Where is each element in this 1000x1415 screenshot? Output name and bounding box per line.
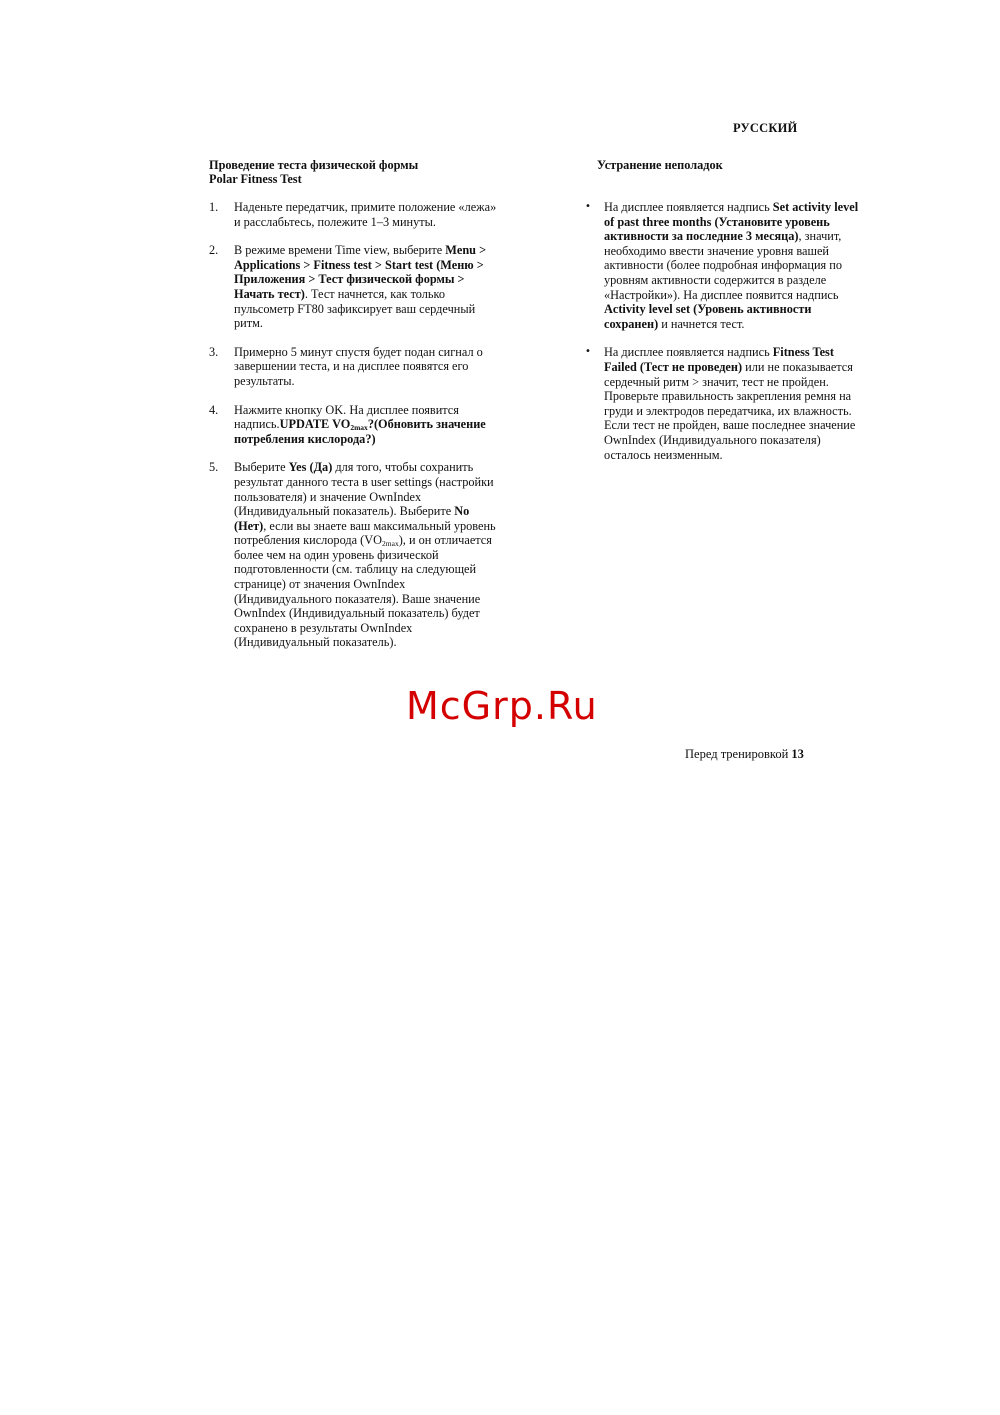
display-message: Activity level set (Уровень активности сохранен) (604, 302, 812, 331)
page-footer (685, 747, 804, 762)
step-text (234, 345, 499, 389)
step-item (209, 403, 499, 447)
step-text-part: Наденьте передатчик, примите положение «лежа» и расслабьтесь, полежите 1–3 минуты. (234, 200, 497, 229)
bullet-text-part: , значит, необходимо ввести значение уровня вашей активности (более подробная информация по уровням активности содержится в разделе «Настройки»). На дисплее появится надпись (604, 229, 842, 302)
section-title-troubleshooting: Устранение неполадок (597, 158, 723, 172)
bullet-text (604, 345, 860, 462)
bullet-icon: • (585, 201, 591, 212)
step-item (209, 460, 499, 650)
option-yes: Yes (Да) (288, 460, 333, 475)
step-text (234, 200, 499, 229)
step-item (209, 200, 499, 229)
bullet-text-part: и начнется тест. (658, 316, 745, 331)
step-text (234, 460, 499, 650)
display-message-part: UPDATE VO (279, 417, 351, 432)
watermark: McGrp.Ru (406, 684, 598, 728)
bullet-text-part: На дисплее появляется надпись (604, 200, 773, 214)
bullet-text-part: или не показывается сердечный ритм > значит, тест не пройден. Проверьте правильность закрепления ремня на груди и электродов передатчика, их влажность. Если тест не пройден, ваше последнее значение OwnIndex (Индивидуального показателя) осталось неизменным. (604, 359, 856, 462)
step-text-part: Нажмите кнопку OK. На дисплее появится надпись. (234, 402, 459, 432)
list-item (585, 200, 860, 331)
step-text-part: , если вы знаете ваш максимальный уровень потребления кислорода (VO (234, 518, 496, 548)
step-text-part: . Тест начнется, как только пульсометр FT80 зафиксирует ваш сердечный ритм. (234, 286, 476, 331)
step-number: 1. (209, 200, 219, 214)
vo2max-subscript: 2max (350, 423, 368, 433)
bullet-text (604, 200, 860, 331)
step-text-part: ), и он отличается более чем на один уровень физической подготовленности (см. таблицу на следующей странице) от значения OwnIndex (Индивидуального показателя). Ваше значение OwnIndex (Индивидуальный показатель) будет сохранено в результаты OwnIndex (Индивидуальный показатель). (234, 533, 492, 650)
title-line-2: Polar Fitness Test (209, 172, 302, 186)
troubleshooting-list (585, 200, 860, 462)
title-line-1: Проведение теста физической формы (209, 158, 419, 172)
step-item (209, 345, 499, 389)
step-number: 3. (209, 344, 219, 359)
left-column (209, 158, 499, 664)
step-number: 2. (209, 243, 219, 258)
vo2max-subscript: 2max (382, 539, 399, 549)
step-text (234, 243, 499, 331)
step-text-part: В режиме времени Time view, выберите (234, 243, 446, 258)
step-text-part: Примерно 5 минут спустя будет подан сигнал о завершении теста, и на дисплее появятся его результаты. (234, 344, 483, 388)
steps-list (209, 200, 499, 650)
footer-section: Перед тренировкой (685, 747, 792, 761)
bullet-icon: • (585, 346, 591, 358)
option-no: No (Нет) (234, 504, 470, 533)
display-message: Set activity level of past three months (Установите уровень активности за последние 3 месяца) (604, 200, 859, 244)
step-item (209, 243, 499, 331)
display-message-part: ?(Обновить значение потребления кислорода?) (234, 417, 486, 446)
bullet-text-part: На дисплее появляется надпись (604, 345, 773, 360)
language-header: РУССКИЙ (733, 121, 798, 135)
step-text-part: Выберите (234, 460, 289, 475)
step-number: 4. (209, 402, 219, 417)
right-column (585, 158, 860, 476)
list-item (585, 345, 860, 462)
step-text (234, 403, 499, 447)
menu-path: Menu > Applications > Fitness test > Start test (Меню > Приложения > Тест физической формы > Начать тест) (234, 243, 487, 301)
display-message: Fitness Test Failed (Тест не проведен) (604, 345, 834, 374)
section-title-fitness-test (209, 158, 499, 186)
step-text-part: для того, чтобы сохранить результат данного теста в user settings (настройки пользователя) и значение OwnIndex (Индивидуальный показатель). Выберите (234, 460, 494, 519)
step-number: 5. (209, 460, 219, 475)
page-number: 13 (791, 747, 804, 761)
